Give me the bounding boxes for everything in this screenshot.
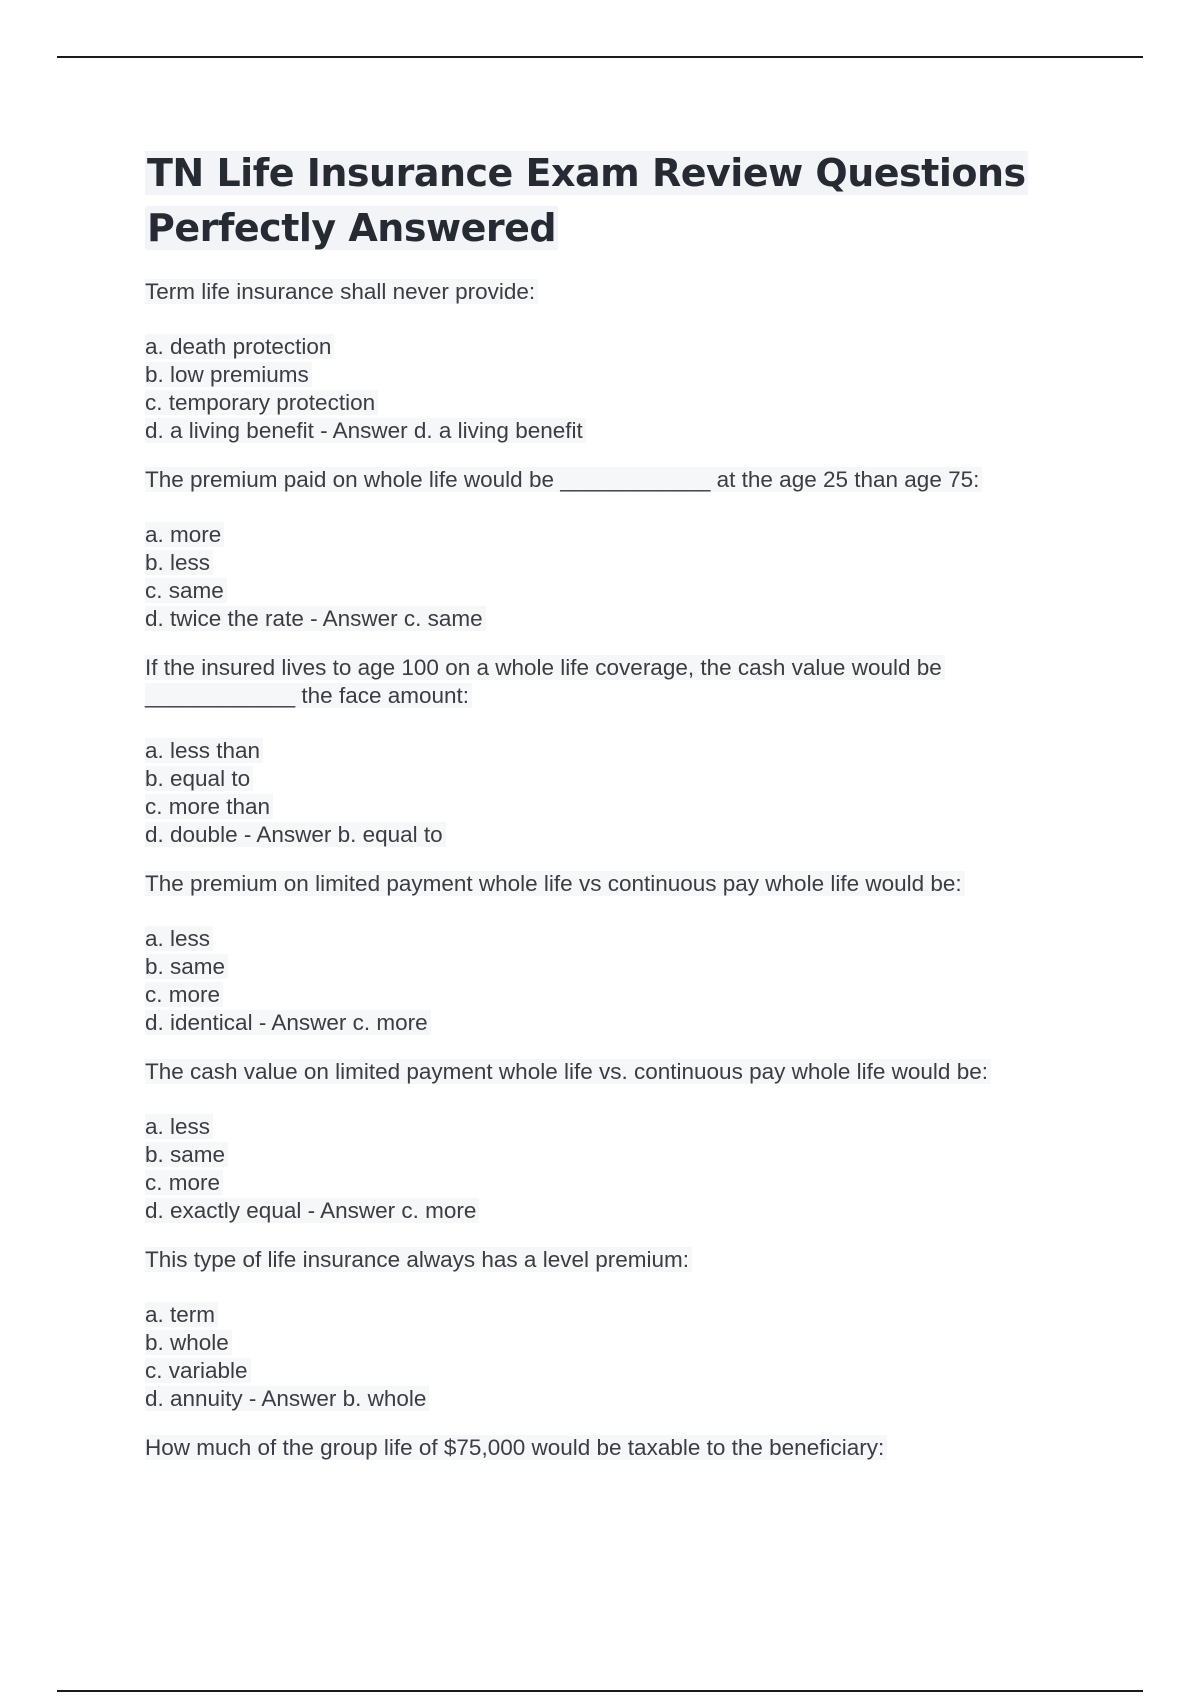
- option-a: a. less: [145, 925, 1065, 953]
- option-c: c. more: [145, 981, 1065, 1009]
- question-2: [145, 466, 1065, 633]
- question-text: The premium on limited payment whole life vs continuous pay whole life would be:: [145, 870, 1065, 898]
- question-text: How much of the group life of $75,000 would be taxable to the beneficiary:: [145, 1434, 1065, 1462]
- option-b: b. less: [145, 549, 1065, 577]
- question-7: [145, 1434, 1065, 1462]
- option-a: a. term: [145, 1301, 1065, 1329]
- bottom-rule: [57, 1690, 1143, 1692]
- question-3: [145, 654, 1065, 849]
- option-a: a. less: [145, 1113, 1065, 1141]
- question-text: Term life insurance shall never provide:: [145, 278, 1065, 306]
- option-a: a. death protection: [145, 333, 1065, 361]
- document-body: [145, 146, 1065, 1489]
- option-d-answer: d. double - Answer b. equal to: [145, 821, 1065, 849]
- question-text: This type of life insurance always has a level premium:: [145, 1246, 1065, 1274]
- option-c: c. temporary protection: [145, 389, 1065, 417]
- title-line-2: Perfectly Answered: [147, 206, 557, 250]
- question-text: The cash value on limited payment whole life vs. continuous pay whole life would be:: [145, 1058, 1065, 1086]
- question-text: The premium paid on whole life would be ____________ at the age 25 than age 75:: [145, 466, 1065, 494]
- option-c: c. same: [145, 577, 1065, 605]
- question-5: [145, 1058, 1065, 1225]
- option-d-answer: d. twice the rate - Answer c. same: [145, 605, 1065, 633]
- document-title: [145, 146, 1065, 256]
- option-a: a. less than: [145, 737, 1065, 765]
- option-d-answer: d. a living benefit - Answer d. a living benefit: [145, 417, 1065, 445]
- option-b: b. low premiums: [145, 361, 1065, 389]
- option-d-answer: d. exactly equal - Answer c. more: [145, 1197, 1065, 1225]
- option-b: b. equal to: [145, 765, 1065, 793]
- option-b: b. whole: [145, 1329, 1065, 1357]
- top-rule: [57, 56, 1143, 58]
- question-6: [145, 1246, 1065, 1413]
- option-b: b. same: [145, 953, 1065, 981]
- option-c: c. variable: [145, 1357, 1065, 1385]
- option-c: c. more than: [145, 793, 1065, 821]
- question-1: [145, 278, 1065, 445]
- option-d-answer: d. annuity - Answer b. whole: [145, 1385, 1065, 1413]
- option-d-answer: d. identical - Answer c. more: [145, 1009, 1065, 1037]
- question-text: If the insured lives to age 100 on a whole life coverage, the cash value would be ____________ the face amount:: [145, 654, 1065, 710]
- option-b: b. same: [145, 1141, 1065, 1169]
- option-a: a. more: [145, 521, 1065, 549]
- title-line-1: TN Life Insurance Exam Review Questions: [147, 151, 1026, 195]
- question-4: [145, 870, 1065, 1037]
- option-c: c. more: [145, 1169, 1065, 1197]
